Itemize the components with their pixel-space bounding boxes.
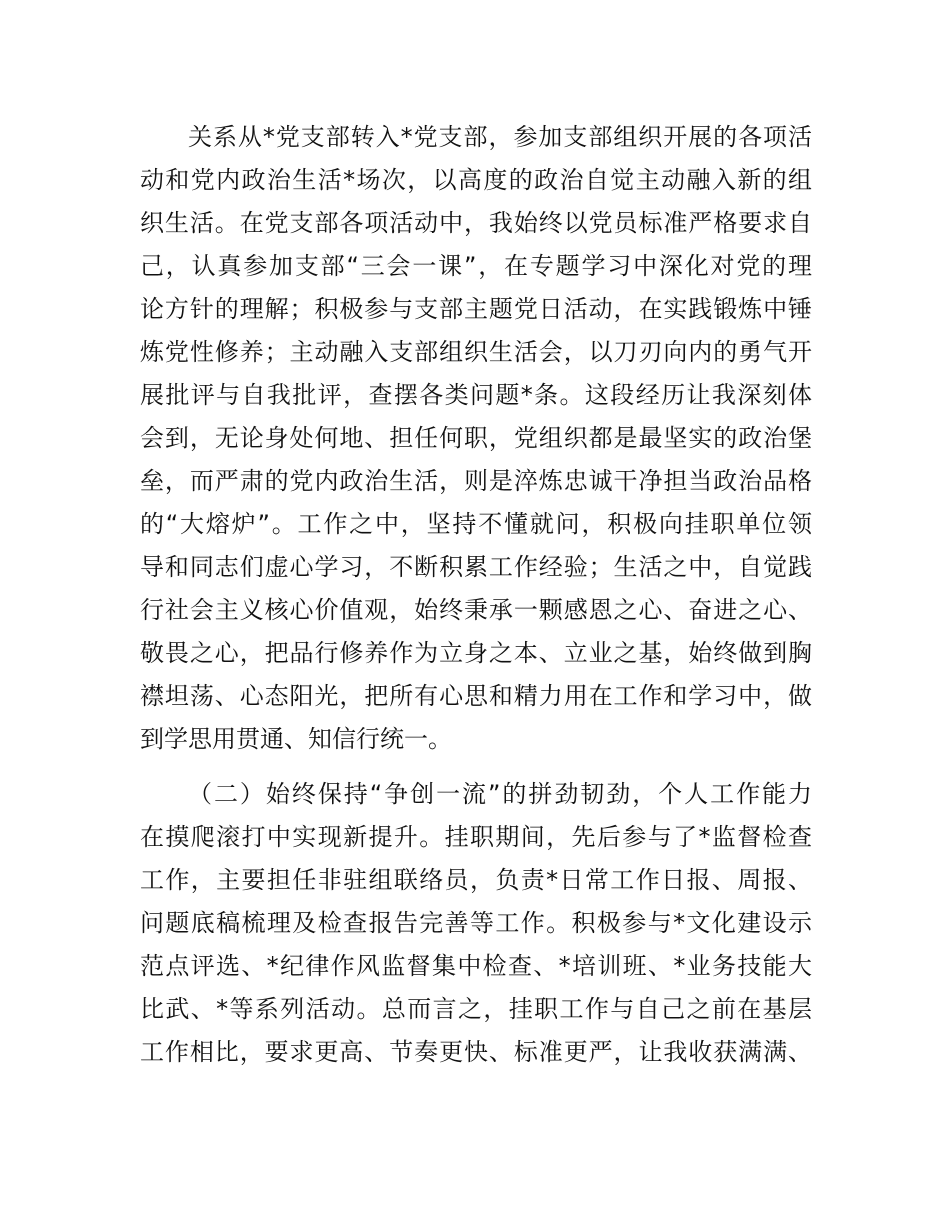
text-line: 在摸爬滚打中实现新提升。挂职期间，先后参与了*监督检查: [140, 823, 812, 851]
text-line: 展批评与自我批评，查摆各类问题*条。这段经历让我深刻体: [140, 381, 812, 409]
paragraph-gap: [140, 761, 812, 773]
text-line: 敬畏之心，把品行修养作为立身之本、立业之基，始终做到胸: [140, 639, 812, 667]
text-line: 的“大熔炉”。工作之中，坚持不懂就问，积极向挂职单位领: [140, 510, 812, 538]
text-line: 工作，主要担任非驻组联络员，负责*日常工作日报、周报、: [140, 866, 812, 894]
text-line: 论方针的理解；积极参与支部主题党日活动，在实践锻炼中锤: [140, 295, 812, 323]
text-line: 垒，而严肃的党内政治生活，则是淬炼忠诚干净担当政治品格: [140, 467, 812, 495]
text-line: 炼党性修养；主动融入支部组织生活会，以刀刃向内的勇气开: [140, 338, 812, 366]
text-line: （二）始终保持“争创一流”的拼劲韧劲，个人工作能力: [188, 780, 812, 808]
text-line: 动和党内政治生活*场次，以高度的政治自觉主动融入新的组: [140, 166, 812, 194]
text-line: 范点评选、*纪律作风监督集中检查、*培训班、*业务技能大: [140, 952, 812, 980]
text-line: 到学思用贯通、知信行统一。: [140, 725, 452, 753]
paragraph-1: [140, 116, 812, 761]
document-body: [140, 116, 812, 1074]
text-line: 比武、*等系列活动。总而言之，挂职工作与自己之前在基层: [140, 995, 812, 1023]
text-line: 织生活。在党支部各项活动中，我始终以党员标准严格要求自: [140, 209, 812, 237]
text-line: 问题底稿梳理及检查报告完善等工作。积极参与*文化建设示: [140, 909, 812, 937]
text-line: 会到，无论身处何地、担任何职，党组织都是最坚实的政治堡: [140, 424, 812, 452]
text-line: 工作相比，要求更高、节奏更快、标准更严，让我收获满满、: [140, 1038, 812, 1066]
paragraph-2: [140, 773, 812, 1074]
text-line: 关系从*党支部转入*党支部，参加支部组织开展的各项活: [188, 123, 812, 151]
text-line: 己，认真参加支部“三会一课”，在专题学习中深化对党的理: [140, 252, 812, 280]
text-line: 行社会主义核心价值观，始终秉承一颗感恩之心、奋进之心、: [140, 596, 812, 624]
text-line: 襟坦荡、心态阳光，把所有心思和精力用在工作和学习中，做: [140, 682, 812, 710]
text-line: 导和同志们虚心学习，不断积累工作经验；生活之中，自觉践: [140, 553, 812, 581]
